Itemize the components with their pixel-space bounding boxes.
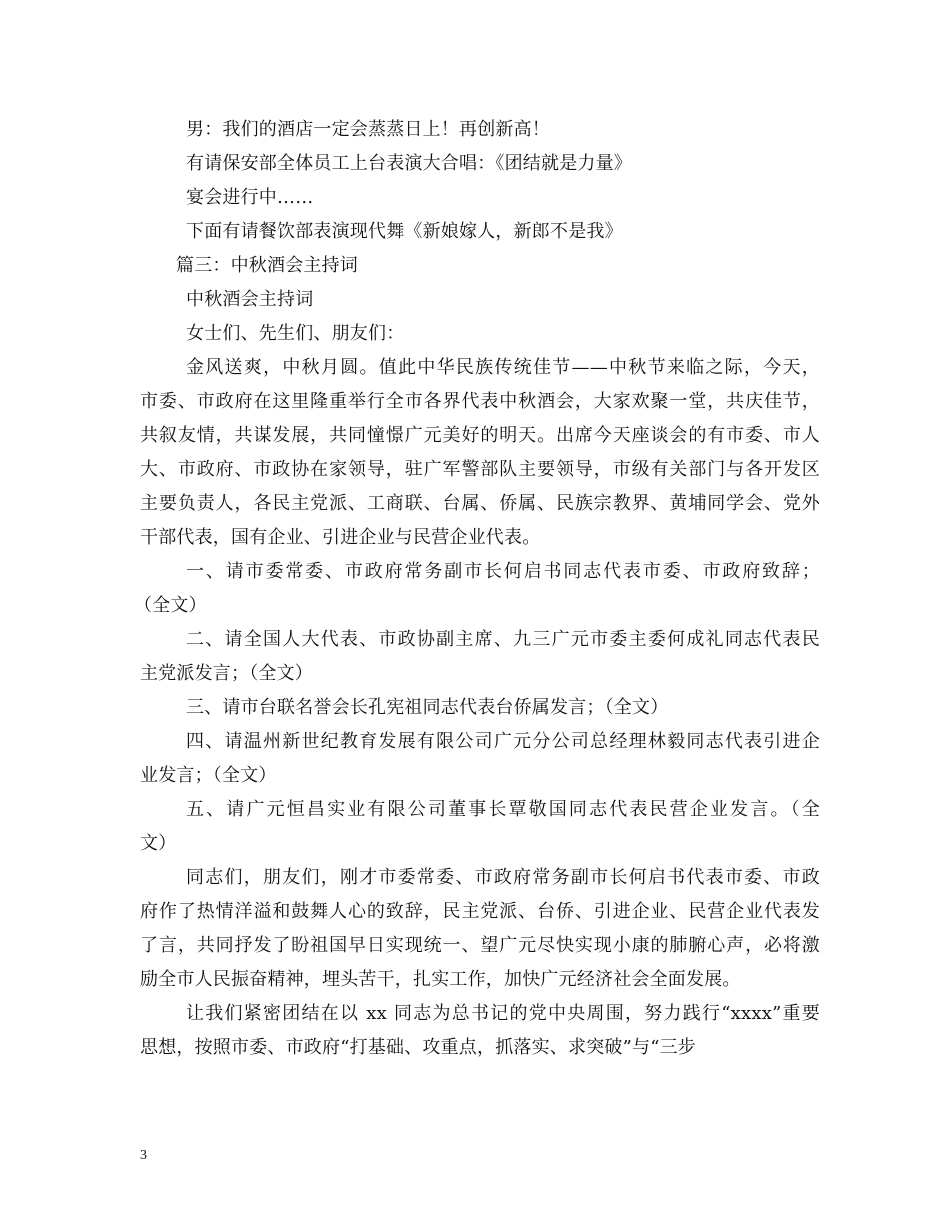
page-number: 3: [140, 1148, 147, 1163]
section-heading: 篇三：中秋酒会主持词: [176, 255, 358, 276]
paragraph-line: 主要负责人，各民主党派、工商联、台属、侨属、民族宗教界、黄埔同学会、党外: [140, 493, 820, 514]
text-line: 有请保安部全体员工上台表演大合唱：《团结就是力量》: [186, 153, 632, 174]
agenda-item-line: 三、请市台联名誉会长孔宪祖同志代表台侨属发言；（全文）: [186, 697, 669, 718]
agenda-item-line: 二、请全国人大代表、市政协副主席、九三广元市委主委何成礼同志代表民: [186, 629, 820, 650]
paragraph-line: 府作了热情洋溢和鼓舞人心的致辞，民主党派、台侨、引进企业、民营企业代表发: [140, 901, 820, 922]
paragraph-line: 金风送爽，中秋月圆。值此中华民族传统佳节——中秋节来临之际，今天，: [186, 357, 820, 378]
agenda-item-line: 文）: [140, 833, 177, 854]
paragraph-line: 同志们，朋友们，刚才市委常委、市政府常务副市长何启书代表市委、市政: [186, 867, 820, 888]
section-title: 中秋酒会主持词: [186, 289, 314, 310]
text-line: 宴会进行中……: [186, 187, 314, 208]
agenda-item-line: 业发言；（全文）: [140, 765, 277, 786]
agenda-item-line: 主党派发言；（全文）: [140, 663, 313, 684]
paragraph-line: 了言，共同抒发了盼祖国早日实现统一、望广元尽快实现小康的肺腑心声，必将激: [140, 935, 820, 956]
paragraph-line: 市委、市政府在这里隆重举行全市各界代表中秋酒会，大家欢聚一堂，共庆佳节，: [140, 391, 820, 412]
paragraph-line: 大、市政府、市政协在家领导，驻广军警部队主要领导，市级有关部门与各开发区: [140, 459, 820, 480]
salutation: 女士们、先生们、朋友们：: [186, 323, 405, 344]
agenda-item-line: （全文）: [134, 595, 207, 616]
paragraph-line: 让我们紧密团结在以 xx 同志为总书记的党中央周围，努力践行“xxxx”重要: [186, 1003, 820, 1024]
paragraph-line: 干部代表，国有企业、引进企业与民营企业代表。: [140, 527, 541, 548]
agenda-item-line: 五、请广元恒昌实业有限公司董事长覃敬国同志代表民营企业发言。（全: [186, 799, 820, 820]
agenda-item-line: 一、请市委常委、市政府常务副市长何启书同志代表市委、市政府致辞；: [186, 561, 820, 582]
paragraph-line: 励全市人民振奋精神，埋头苦干，扎实工作，加快广元经济社会全面发展。: [140, 969, 741, 990]
paragraph-line: 共叙友情，共谋发展，共同憧憬广元美好的明天。出席今天座谈会的有市委、市人: [140, 425, 820, 446]
paragraph-line: 思想，按照市委、市政府“打基础、攻重点，抓落实、求突破”与“三步: [140, 1037, 697, 1058]
text-line: 下面有请餐饮部表演现代舞《新娘嫁人，新郎不是我》: [186, 221, 623, 242]
agenda-item-line: 四、请温州新世纪教育发展有限公司广元分公司总经理林毅同志代表引进企: [186, 731, 820, 752]
text-line: 男：我们的酒店一定会蒸蒸日上！再创新高！: [186, 119, 550, 140]
